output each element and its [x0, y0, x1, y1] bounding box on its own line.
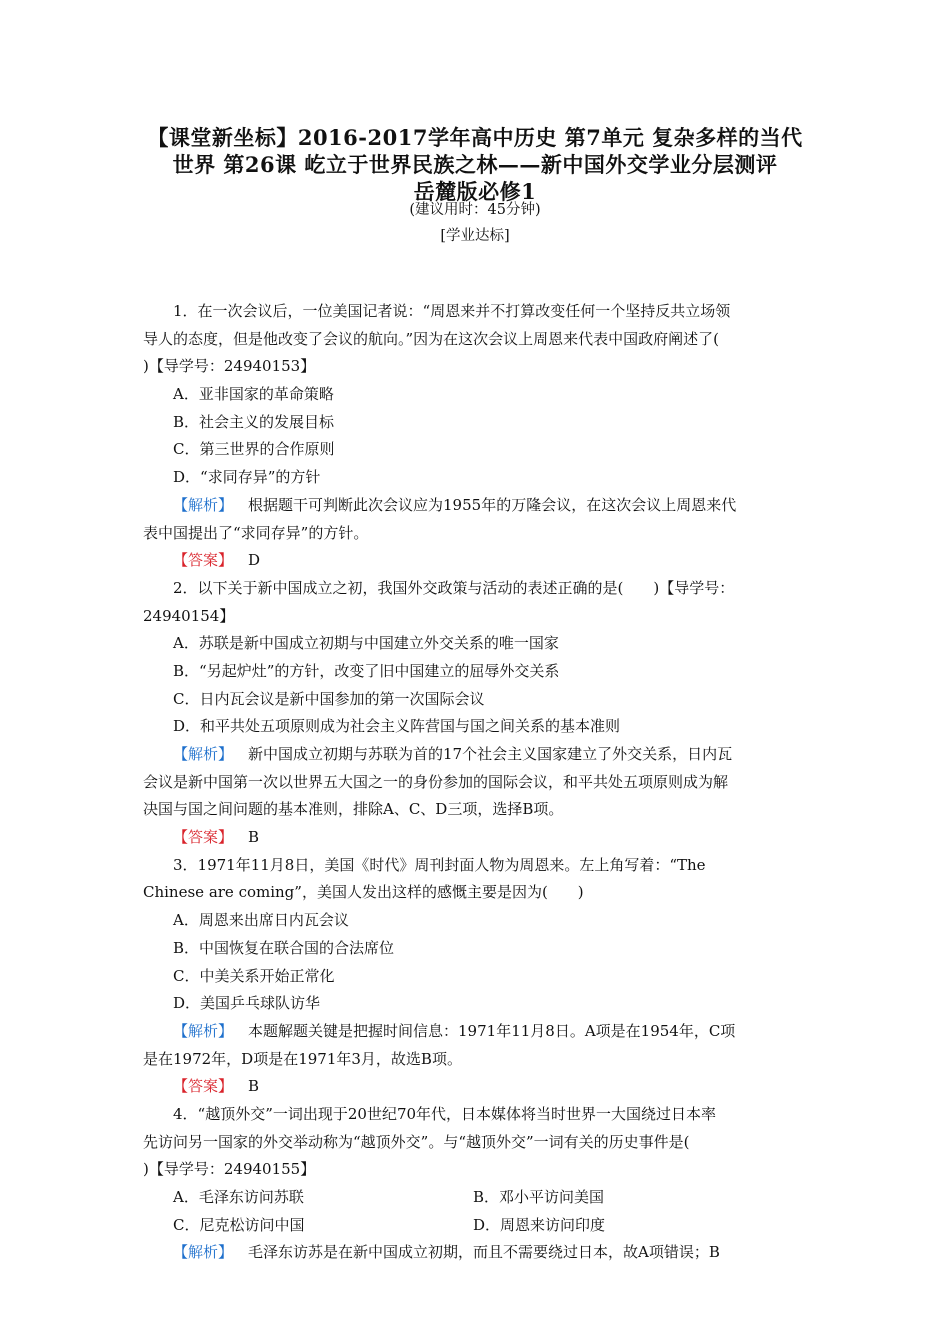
- option: C．尼克松访问中国: [173, 1215, 305, 1234]
- analysis-text: 是在1972年，D项是在1971年3月，故选B项。: [143, 1049, 462, 1068]
- question-text: 先访问另一国家的外交举动称为“越顶外交”。与“越顶外交”一词有关的历史事件是(: [143, 1132, 690, 1151]
- analysis-text: 会议是新中国第一次以世界五大国之一的身份参加的国际会议，和平共处五项原则成为解: [143, 772, 729, 791]
- option: D．和平共处五项原则成为社会主义阵营国与国之间关系的基本准则: [173, 717, 621, 736]
- analysis-text: 本题解题关键是把握时间信息：1971年11月8日。A项是在1954年，C项: [248, 1021, 736, 1040]
- analysis-label: 【解析】: [173, 1021, 234, 1040]
- option: D．美国乒乓球队访华: [173, 994, 321, 1013]
- analysis-text: 表中国提出了“求同存异”的方针。: [143, 523, 369, 542]
- analysis-line: [143, 741, 808, 769]
- answer-label: 【答案】: [173, 551, 234, 570]
- question-text: 4．“越顶外交”一词出现于20世纪70年代，日本媒体将当时世界一大国绕过日本率: [173, 1104, 717, 1123]
- question-text: 1．在一次会议后，一位美国记者说：“周恩来并不打算改变任何一个坚持反共立场领: [173, 302, 731, 320]
- analysis-label: 【解析】: [173, 1243, 234, 1262]
- question-list: [143, 298, 808, 1267]
- answer-line: [143, 1073, 808, 1101]
- title-line: 【课堂新坐标】2016-2017学年高中历史 第7单元 复杂多样的当代: [147, 125, 803, 150]
- analysis-line: [143, 1018, 808, 1046]
- question-text: 2．以下关于新中国成立之初，我国外交政策与活动的表述正确的是( )【导学号：: [173, 578, 735, 597]
- title-line: 世界 第26课 屹立于世界民族之林——新中国外交学业分层测评: [172, 152, 778, 177]
- option: C．日内瓦会议是新中国参加的第一次国际会议: [173, 689, 485, 708]
- document-title: [120, 124, 830, 205]
- title-line: 岳麓版必修1: [413, 179, 537, 204]
- question-text: 导人的态度，但是他改变了会议的航向。”因为在这次会议上周恩来代表中国政府阐述了(: [143, 329, 720, 348]
- option: A．苏联是新中国成立初期与中国建立外交关系的唯一国家: [173, 634, 559, 653]
- answer-line: [143, 824, 808, 852]
- answer-value: D: [248, 551, 261, 570]
- option: B．社会主义的发展目标: [173, 412, 335, 431]
- analysis-text: 毛泽东访苏是在新中国成立初期，而且不需要绕过日本，故A项错误；B: [248, 1243, 720, 1262]
- option: A．亚非国家的革命策略: [173, 385, 334, 404]
- option: C．中美关系开始正常化: [173, 966, 335, 985]
- option: A．周恩来出席日内瓦会议: [173, 911, 349, 930]
- option: A．毛泽东访问苏联: [173, 1188, 304, 1206]
- option: B．中国恢复在联合国的合法席位: [173, 938, 395, 957]
- analysis-label: 【解析】: [173, 495, 234, 514]
- analysis-line: [143, 492, 808, 520]
- question-text: Chinese are coming”，美国人发出这样的感慨主要是因为( ): [143, 883, 584, 902]
- time-note: (建议用时：45分钟): [409, 202, 541, 218]
- option: C．第三世界的合作原则: [173, 440, 335, 459]
- answer-label: 【答案】: [173, 828, 234, 847]
- question-text: )【导学号：24940155】: [143, 1160, 316, 1179]
- option-row: [143, 1212, 808, 1240]
- section-heading: [学业达标]: [440, 228, 510, 244]
- question-text: 24940154】: [143, 606, 235, 625]
- analysis-label: 【解析】: [173, 745, 234, 763]
- analysis-line: [143, 1239, 808, 1267]
- option: B．“另起炉灶”的方针，改变了旧中国建立的屈辱外交关系: [173, 661, 560, 680]
- option: B．邓小平访问美国: [473, 1188, 605, 1206]
- answer-value: B: [248, 828, 260, 847]
- analysis-text: 根据题干可判断此次会议应为1955年的万隆会议，在这次会议上周恩来代: [248, 495, 737, 514]
- answer-line: [143, 547, 808, 575]
- answer-value: B: [248, 1077, 260, 1096]
- option: D．周恩来访问印度: [473, 1215, 606, 1234]
- question-text: 3．1971年11月8日，美国《时代》周刊封面人物为周恩来。左上角写着：“The: [173, 855, 706, 874]
- option-row: [143, 1184, 808, 1212]
- analysis-text: 新中国成立初期与苏联为首的17个社会主义国家建立了外交关系，日内瓦: [248, 745, 733, 763]
- answer-label: 【答案】: [173, 1077, 234, 1096]
- analysis-text: 决国与国之间问题的基本准则，排除A、C、D三项，选择B项。: [143, 800, 564, 819]
- question-text: )【导学号：24940153】: [143, 357, 316, 376]
- option: D．“求同存异”的方针: [173, 468, 321, 487]
